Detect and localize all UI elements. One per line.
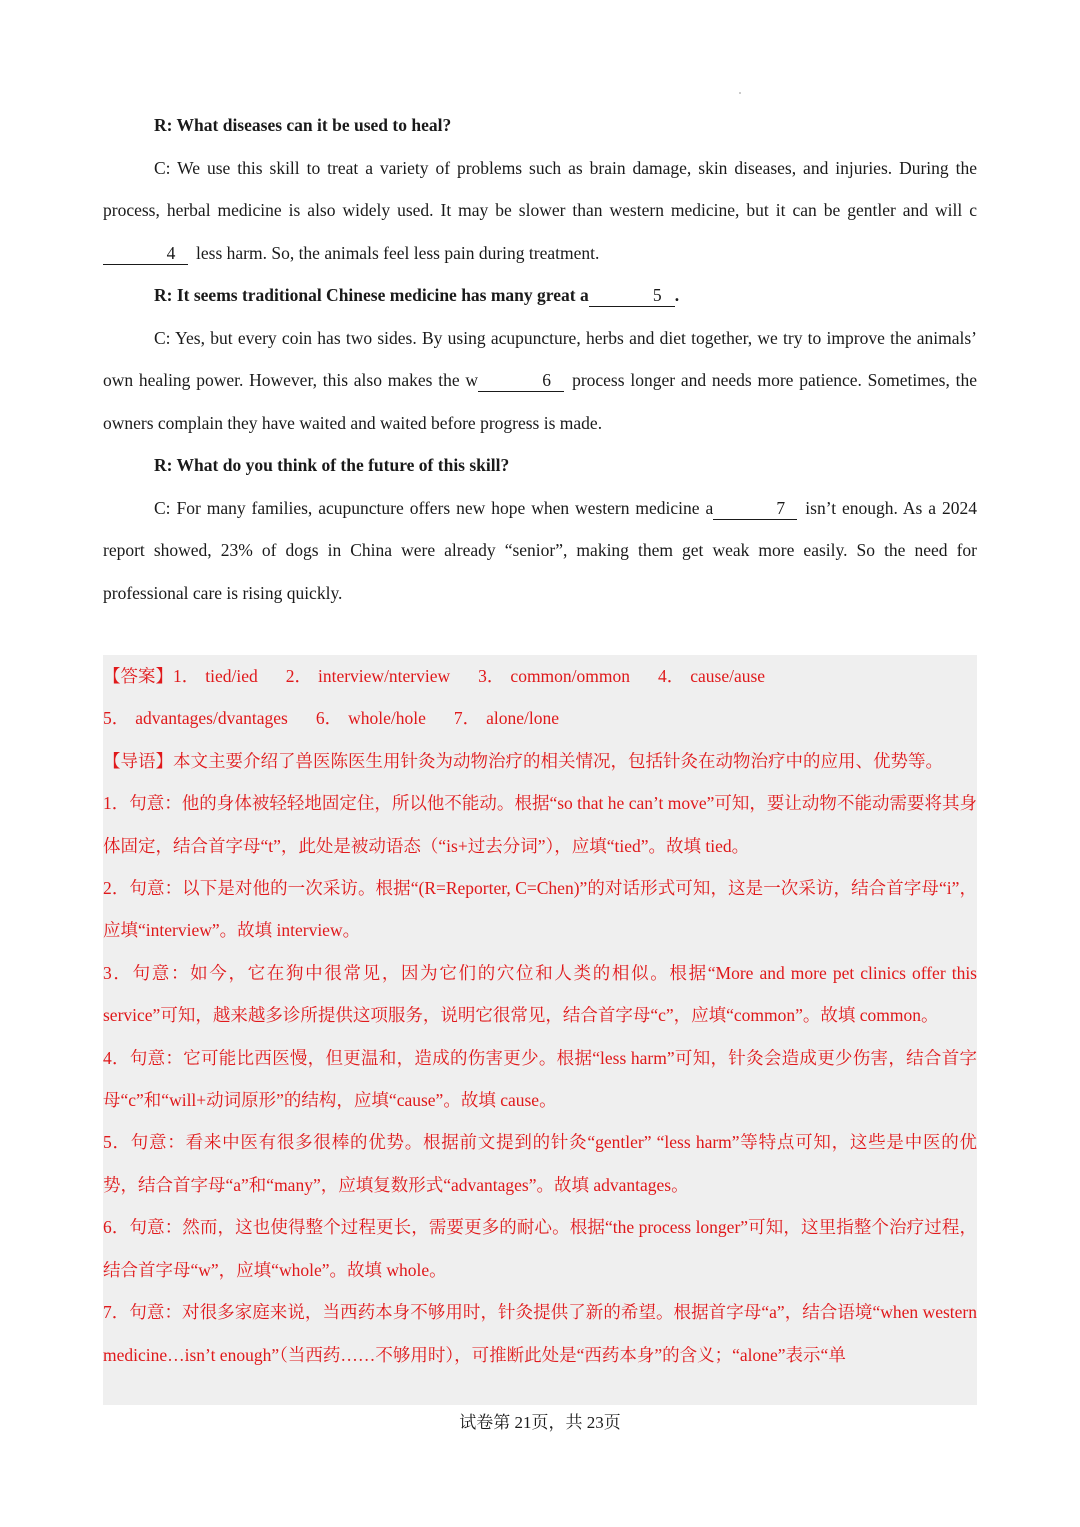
explanation-4: 4．句意：它可能比西医慢，但更温和，造成的伤害更少。根据“less harm”可知，针灸会造成更少伤害，结合首字母“c”和“will+动词原形”的结构，应填“cause”。故填 cause。 [103, 1047, 977, 1111]
question-2: R: What do you think of the future of this skill? [154, 455, 510, 475]
answer-tag: 【答案】 [103, 666, 173, 686]
answer-text-pre: C: For many families, acupuncture offers new hope when western medicine a [154, 497, 714, 518]
answer-text-post: less harm. So, the animals feel less pain during treatment. [196, 242, 600, 263]
answer-explanation-box [103, 655, 977, 1405]
answer-row-1 [103, 655, 977, 697]
explanation-6: 6．句意：然而，这也使得整个过程更长，需要更多的耐心。根据“the process longer”可知，这里指整个治疗过程，结合首字母“w”，应填“whole”。故填 whole。 [103, 1217, 977, 1280]
explanation-2: 2．句意：以下是对他的一次采访。根据“(R=Reporter, C=Chen)”的对话形式可知，这是一次采访，结合首字母“i”，应填“interview”。故填 interview。 [103, 878, 977, 941]
explanation-5: 5．句意：看来中医有很多很棒的优势。根据前文提到的针灸“gentler” “less harm”等特点可知，这些是中医的优势，结合首字母“a”和“many”，应填复数形式“advantages”。故填 advantages。 [103, 1132, 977, 1195]
answer-row-2 [103, 697, 977, 739]
answer-item: 2． interview/nterview [285, 666, 451, 686]
explanation-1: 1．句意：他的身体被轻轻地固定住，所以他不能动。根据“so that he can’t move”可知，要让动物不能动需要将其身体固定，结合首字母“t”，此处是被动语态（“is+过去分词”），应填“tied”。故填 tied。 [103, 793, 977, 856]
question-blank-5 [103, 274, 977, 317]
answer-item: 7． alone/lone [453, 708, 559, 729]
question-text-post: . [674, 285, 680, 305]
blank-7[interactable]: 7 [713, 497, 797, 520]
answer-item: 6． whole/hole [315, 708, 426, 729]
answer-text-pre: C: We use this skill to treat a variety of problems such as brain damage, skin diseases, and injuries. During the process, herbal medicine is also widely used. It may be slower than western medicine, but it can be gentler and will c [103, 157, 977, 220]
guide-text: 【导语】本文主要介绍了兽医陈医生用针灸为动物治疗的相关情况，包括针灸在动物治疗中的应用、优势等。 [103, 750, 943, 771]
answer-item: 1． tied/ied [173, 666, 258, 686]
question-1: R: What diseases can it be used to heal? [154, 115, 452, 135]
answer-text-post: isn’t enough. As a 2024 report showed, 23% of dogs in China were already “senior”, making them get weak more easily. So the need for professional care is rising quickly. [103, 497, 977, 603]
page-footer: 试卷第 21页，共 23页 [459, 1413, 621, 1432]
question-text-pre: R: It seems traditional Chinese medicine has many great a [154, 285, 589, 305]
answer-item: 5． advantages/dvantages [103, 708, 288, 729]
scan-dot [739, 92, 741, 94]
blank-5[interactable]: 5 [589, 284, 675, 307]
answer-item: 3． common/ommon [478, 666, 630, 686]
answer-text-pre: C: Yes, but every coin has two sides. By using acupuncture, herbs and diet together, we try to improve the animals’ own healing power. However, this also makes the w [103, 327, 977, 390]
answer-item: 4． cause/ause [658, 666, 766, 686]
blank-4[interactable]: 4 [103, 242, 188, 265]
explanation-3: 3．句意：如今，它在狗中很常见，因为它们的穴位和人类的相似。根据“More and more pet clinics offer this service”可知，越来越多诊所提供这项服务，说明它很常见，结合首字母“c”，应填“common”。故填 common。 [103, 962, 977, 1026]
blank-6[interactable]: 6 [478, 369, 564, 392]
explanation-7: 7．句意：对很多家庭来说，当西药本身不够用时，针灸提供了新的希望。根据首字母“a”，结合语境“when western medicine…isn’t enough”（当西药……不够用时），可推断此处是“西药本身”的含义；“alone”表示“单 [103, 1302, 977, 1365]
answer-blank-4 [103, 147, 977, 275]
answer-text-post: process longer and needs more patience. Sometimes, the owners complain they have waited and waited before progress is made. [103, 370, 977, 433]
dialogue-section [103, 104, 977, 614]
answer-blank-7 [103, 487, 977, 615]
answer-blank-6 [103, 317, 977, 445]
